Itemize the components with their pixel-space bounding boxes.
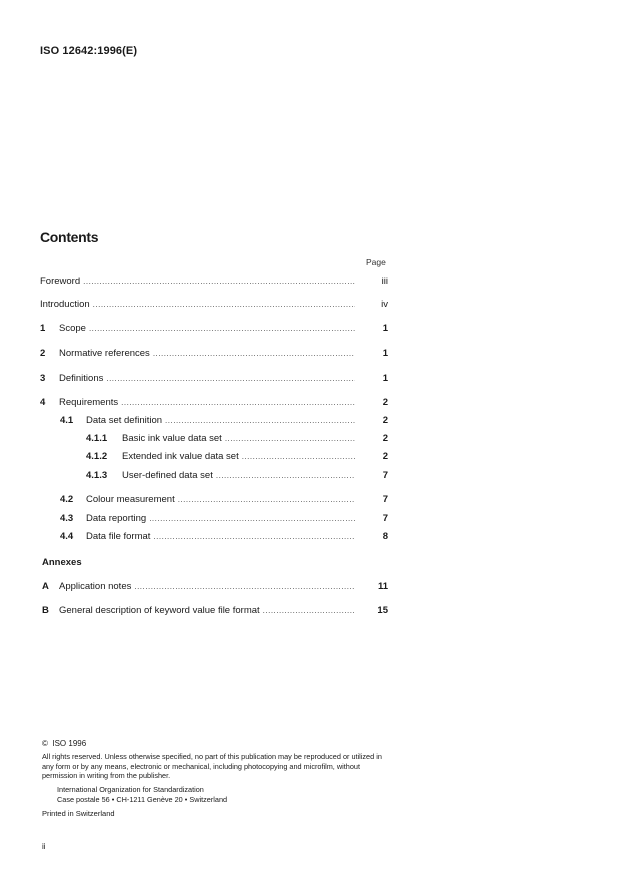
toc-title: Data reporting	[86, 513, 147, 524]
toc-number: 4	[40, 397, 46, 408]
copyright-line	[42, 739, 86, 748]
toc-number: 3	[40, 373, 46, 384]
leader-dots	[121, 398, 355, 407]
leader-dots	[242, 452, 355, 461]
toc-title: Introduction	[40, 299, 90, 310]
leader-dots	[216, 471, 355, 480]
annex-letter: A	[42, 581, 49, 592]
annex-page: 11	[377, 581, 388, 592]
toc-title: Foreword	[40, 276, 81, 287]
toc-entry[interactable]	[40, 397, 388, 411]
page-column-label: Page	[366, 257, 386, 267]
toc-entry[interactable]	[60, 513, 388, 527]
contents-title: Contents	[40, 229, 99, 245]
toc-number: 2	[40, 348, 46, 359]
annex-entry[interactable]	[42, 605, 388, 619]
page-number: ii	[42, 842, 46, 851]
toc-entry[interactable]	[60, 494, 388, 508]
toc-title: Scope	[59, 323, 86, 334]
document-id: ISO 12642:1996(E)	[40, 45, 138, 57]
toc-page: 2	[382, 433, 388, 444]
toc-title: Data set definition	[86, 415, 163, 426]
toc-entry[interactable]	[40, 373, 388, 387]
toc-number: 4.1.2	[86, 451, 108, 462]
rights-statement: All rights reserved. Unless otherwise specified, no part of this publication may be reproduced or utilized in any form or by any means, electronic or mechanical, including photocopying and microfilm, without permission in writing from the publisher.	[42, 752, 382, 780]
leader-dots	[178, 495, 355, 504]
toc-title: Normative references	[59, 348, 150, 359]
publisher-postal: Case postale 56 • CH-1211 Genève 20 • Switzerland	[57, 795, 228, 804]
toc-number: 4.1	[60, 415, 74, 426]
toc-title: Extended ink value data set	[122, 451, 239, 462]
toc-title: Definitions	[59, 373, 104, 384]
toc-page: 7	[382, 494, 388, 505]
toc-entry[interactable]	[40, 276, 388, 290]
leader-dots	[83, 277, 355, 286]
leader-dots	[153, 532, 355, 541]
toc-entry[interactable]	[40, 323, 388, 337]
toc-entry[interactable]	[60, 415, 388, 429]
toc-title: User-defined data set	[122, 470, 213, 481]
toc-page: 2	[382, 397, 388, 408]
leader-dots	[165, 416, 355, 425]
toc-number: 4.4	[60, 531, 74, 542]
annexes-heading: Annexes	[42, 557, 82, 568]
toc-page: 1	[382, 373, 388, 384]
toc-title: Colour measurement	[86, 494, 175, 505]
toc-page: iv	[381, 299, 388, 310]
toc-number: 4.1.1	[86, 433, 108, 444]
toc-entry[interactable]	[86, 470, 388, 484]
toc-number: 4.3	[60, 513, 74, 524]
printed-in: Printed in Switzerland	[42, 809, 115, 818]
toc-number: 4.2	[60, 494, 74, 505]
annex-entry[interactable]	[42, 581, 388, 595]
toc-page: 8	[382, 531, 388, 542]
leader-dots	[106, 374, 355, 383]
toc-title: Data file format	[86, 531, 151, 542]
toc-entry[interactable]	[40, 348, 388, 362]
toc-title: Basic ink value data set	[122, 433, 222, 444]
toc-page: 1	[382, 323, 388, 334]
leader-dots	[225, 434, 355, 443]
toc-page: iii	[381, 276, 388, 287]
copyright-year: ISO 1996	[52, 739, 87, 748]
toc-entry[interactable]	[86, 451, 388, 465]
toc-page: 2	[382, 451, 388, 462]
leader-dots	[153, 349, 355, 358]
leader-dots	[149, 514, 355, 523]
leader-dots	[89, 324, 355, 333]
toc-page: 1	[382, 348, 388, 359]
toc-page: 2	[382, 415, 388, 426]
annex-title: General description of keyword value file format	[59, 605, 260, 616]
publisher-address	[57, 785, 227, 805]
toc-title: Requirements	[59, 397, 119, 408]
toc-entry[interactable]	[60, 531, 388, 545]
leader-dots	[93, 300, 355, 309]
toc-number: 4.1.3	[86, 470, 108, 481]
leader-dots	[134, 582, 355, 591]
annex-letter: B	[42, 605, 49, 616]
annex-title: Application notes	[59, 581, 132, 592]
toc-page: 7	[382, 513, 388, 524]
toc-number: 1	[40, 323, 46, 334]
copyright-symbol: ©	[42, 739, 48, 748]
leader-dots	[263, 606, 355, 615]
toc-entry[interactable]	[86, 433, 388, 447]
toc-page: 7	[382, 470, 388, 481]
annex-page: 15	[377, 605, 388, 616]
toc-entry[interactable]	[40, 299, 388, 313]
publisher-name: International Organization for Standardization	[57, 785, 204, 794]
